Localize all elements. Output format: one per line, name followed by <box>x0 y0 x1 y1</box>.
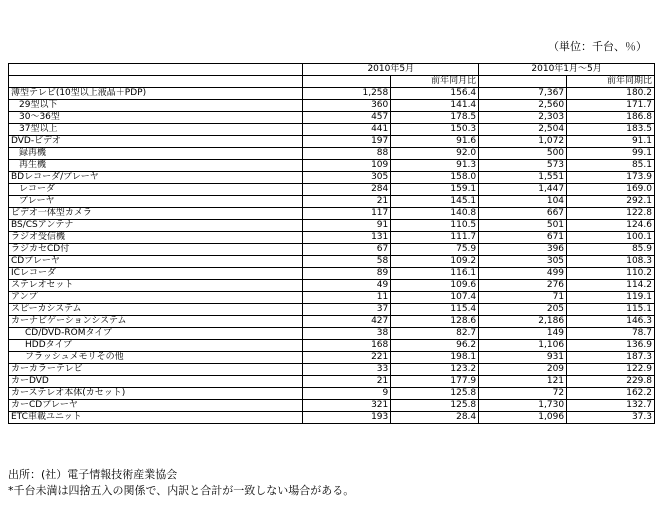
period-yoy: 119.1 <box>567 292 655 304</box>
row-label: カーナビゲーションシステム <box>9 316 303 328</box>
table-row <box>9 292 655 304</box>
month-units: 58 <box>303 256 391 268</box>
table-row <box>9 244 655 256</box>
month-yoy: 178.5 <box>391 112 479 124</box>
row-label: フラッシュメモリその他 <box>9 352 303 364</box>
month-units: 360 <box>303 100 391 112</box>
header-row-2 <box>9 76 655 88</box>
table-row <box>9 388 655 400</box>
period-units: 1,551 <box>479 172 567 184</box>
period-units: 671 <box>479 232 567 244</box>
month-yoy: 28.4 <box>391 412 479 424</box>
table-row <box>9 196 655 208</box>
row-label: CDプレーヤ <box>9 256 303 268</box>
unit-note: （単位：千台、％） <box>548 40 647 53</box>
month-yoy: 125.8 <box>391 388 479 400</box>
period-units: 1,730 <box>479 400 567 412</box>
table-row <box>9 160 655 172</box>
month-yoy: 91.3 <box>391 160 479 172</box>
row-label: ビデオ一体型カメラ <box>9 208 303 220</box>
table-row <box>9 112 655 124</box>
month-yoy: 116.1 <box>391 268 479 280</box>
footnote: *千台未満は四捨五入の関係で、内訳と合計が一致しない場合がある。 <box>8 484 355 497</box>
month-yoy: 109.6 <box>391 280 479 292</box>
row-label: ETC車載ユニット <box>9 412 303 424</box>
row-label: 37型以上 <box>9 124 303 136</box>
month-yoy: 123.2 <box>391 364 479 376</box>
period-yoy: 108.3 <box>567 256 655 268</box>
row-label: カーCDプレーヤ <box>9 400 303 412</box>
row-label: カーステレオ本体(カセット) <box>9 388 303 400</box>
month-yoy: 141.4 <box>391 100 479 112</box>
month-units: 457 <box>303 112 391 124</box>
month-units: 305 <box>303 172 391 184</box>
month-units: 91 <box>303 220 391 232</box>
month-units: 1,258 <box>303 88 391 100</box>
table-row <box>9 124 655 136</box>
table-row <box>9 220 655 232</box>
row-label: HDDタイプ <box>9 340 303 352</box>
period-yoy: 183.5 <box>567 124 655 136</box>
period-yoy: 122.9 <box>567 364 655 376</box>
row-label: 録再機 <box>9 148 303 160</box>
period-yoy: 114.2 <box>567 280 655 292</box>
period-yoy: 162.2 <box>567 388 655 400</box>
period-yoy: 292.1 <box>567 196 655 208</box>
period-yoy: 171.7 <box>567 100 655 112</box>
header-blank-cell <box>479 76 567 88</box>
month-units: 9 <box>303 388 391 400</box>
table-row <box>9 268 655 280</box>
period-units: 500 <box>479 148 567 160</box>
row-label: CD/DVD-ROMタイプ <box>9 328 303 340</box>
month-units: 197 <box>303 136 391 148</box>
month-units: 33 <box>303 364 391 376</box>
row-label: 29型以下 <box>9 100 303 112</box>
month-yoy: 96.2 <box>391 340 479 352</box>
period-units: 205 <box>479 304 567 316</box>
period-yoy: 110.2 <box>567 268 655 280</box>
period-units: 573 <box>479 160 567 172</box>
period-yoy: 115.1 <box>567 304 655 316</box>
month-units: 131 <box>303 232 391 244</box>
month-units: 89 <box>303 268 391 280</box>
row-label: 30～36型 <box>9 112 303 124</box>
period-units: 305 <box>479 256 567 268</box>
period-yoy: 146.3 <box>567 316 655 328</box>
row-label: アンプ <box>9 292 303 304</box>
month-units: 321 <box>303 400 391 412</box>
period-yoy: 173.9 <box>567 172 655 184</box>
row-label: カーカラーテレビ <box>9 364 303 376</box>
period-yoy: 186.8 <box>567 112 655 124</box>
table-row <box>9 316 655 328</box>
table-row <box>9 172 655 184</box>
month-yoy: 128.6 <box>391 316 479 328</box>
notes <box>8 467 354 499</box>
table-row <box>9 304 655 316</box>
table-row <box>9 208 655 220</box>
month-units: 284 <box>303 184 391 196</box>
month-units: 21 <box>303 196 391 208</box>
month-units: 193 <box>303 412 391 424</box>
header-yoy-period: 前年同期比 <box>567 76 655 88</box>
period-yoy: 85.1 <box>567 160 655 172</box>
period-units: 121 <box>479 376 567 388</box>
period-units: 72 <box>479 388 567 400</box>
period-units: 149 <box>479 328 567 340</box>
month-yoy: 107.4 <box>391 292 479 304</box>
period-yoy: 229.8 <box>567 376 655 388</box>
row-label: 再生機 <box>9 160 303 172</box>
month-yoy: 145.1 <box>391 196 479 208</box>
period-units: 2,303 <box>479 112 567 124</box>
period-yoy: 91.1 <box>567 136 655 148</box>
row-label: 薄型テレビ(10型以上液晶＋PDP) <box>9 88 303 100</box>
period-units: 104 <box>479 196 567 208</box>
period-units: 931 <box>479 352 567 364</box>
table-row <box>9 340 655 352</box>
table-row <box>9 280 655 292</box>
row-label: ラジカセCD付 <box>9 244 303 256</box>
month-yoy: 125.8 <box>391 400 479 412</box>
month-yoy: 75.9 <box>391 244 479 256</box>
month-yoy: 198.1 <box>391 352 479 364</box>
month-yoy: 109.2 <box>391 256 479 268</box>
table-row <box>9 364 655 376</box>
table-row <box>9 256 655 268</box>
table-row <box>9 184 655 196</box>
row-label: DVD-ビデオ <box>9 136 303 148</box>
period-units: 71 <box>479 292 567 304</box>
table-row <box>9 400 655 412</box>
month-yoy: 115.4 <box>391 304 479 316</box>
month-units: 441 <box>303 124 391 136</box>
table-row <box>9 100 655 112</box>
period-yoy: 85.9 <box>567 244 655 256</box>
shipment-table <box>8 63 655 424</box>
month-units: 38 <box>303 328 391 340</box>
header-blank-cell <box>303 76 391 88</box>
period-yoy: 100.1 <box>567 232 655 244</box>
source-note: 出所：(社）電子情報技術産業協会 <box>8 468 178 481</box>
table-row <box>9 136 655 148</box>
period-yoy: 124.6 <box>567 220 655 232</box>
month-yoy: 92.0 <box>391 148 479 160</box>
month-yoy: 150.3 <box>391 124 479 136</box>
month-units: 67 <box>303 244 391 256</box>
period-yoy: 37.3 <box>567 412 655 424</box>
row-label: カーDVD <box>9 376 303 388</box>
header-label-cell <box>9 64 303 76</box>
header-group-period: 2010年1月～5月 <box>479 64 655 76</box>
month-units: 11 <box>303 292 391 304</box>
month-units: 221 <box>303 352 391 364</box>
month-yoy: 91.6 <box>391 136 479 148</box>
row-label: ICレコーダ <box>9 268 303 280</box>
row-label: レコーダ <box>9 184 303 196</box>
month-yoy: 156.4 <box>391 88 479 100</box>
period-yoy: 122.8 <box>567 208 655 220</box>
period-units: 2,504 <box>479 124 567 136</box>
table-row <box>9 352 655 364</box>
period-yoy: 132.7 <box>567 400 655 412</box>
month-yoy: 111.7 <box>391 232 479 244</box>
period-units: 667 <box>479 208 567 220</box>
month-units: 168 <box>303 340 391 352</box>
header-row-1 <box>9 64 655 76</box>
month-yoy: 82.7 <box>391 328 479 340</box>
period-units: 1,096 <box>479 412 567 424</box>
row-label: プレーヤ <box>9 196 303 208</box>
period-units: 501 <box>479 220 567 232</box>
month-units: 88 <box>303 148 391 160</box>
period-units: 1,447 <box>479 184 567 196</box>
period-units: 276 <box>479 280 567 292</box>
period-units: 396 <box>479 244 567 256</box>
table-row <box>9 376 655 388</box>
period-yoy: 78.7 <box>567 328 655 340</box>
row-label: ラジオ受信機 <box>9 232 303 244</box>
period-units: 209 <box>479 364 567 376</box>
month-yoy: 158.0 <box>391 172 479 184</box>
month-yoy: 110.5 <box>391 220 479 232</box>
month-units: 109 <box>303 160 391 172</box>
period-yoy: 136.9 <box>567 340 655 352</box>
header-label-cell <box>9 76 303 88</box>
period-units: 2,186 <box>479 316 567 328</box>
period-units: 2,560 <box>479 100 567 112</box>
table-row <box>9 88 655 100</box>
month-units: 37 <box>303 304 391 316</box>
month-yoy: 140.8 <box>391 208 479 220</box>
month-yoy: 159.1 <box>391 184 479 196</box>
period-units: 1,106 <box>479 340 567 352</box>
month-units: 49 <box>303 280 391 292</box>
period-units: 499 <box>479 268 567 280</box>
row-label: スピーカシステム <box>9 304 303 316</box>
period-units: 1,072 <box>479 136 567 148</box>
table-row <box>9 232 655 244</box>
month-yoy: 177.9 <box>391 376 479 388</box>
month-units: 117 <box>303 208 391 220</box>
period-yoy: 99.1 <box>567 148 655 160</box>
table-row <box>9 412 655 424</box>
row-label: BDレコーダ/プレーヤ <box>9 172 303 184</box>
table-row <box>9 148 655 160</box>
header-yoy-month: 前年同月比 <box>391 76 479 88</box>
month-units: 21 <box>303 376 391 388</box>
period-units: 7,367 <box>479 88 567 100</box>
period-yoy: 187.3 <box>567 352 655 364</box>
period-yoy: 180.2 <box>567 88 655 100</box>
period-yoy: 169.0 <box>567 184 655 196</box>
header-group-month: 2010年5月 <box>303 64 479 76</box>
row-label: ステレオセット <box>9 280 303 292</box>
row-label: BS/CSアンテナ <box>9 220 303 232</box>
month-units: 427 <box>303 316 391 328</box>
table-row <box>9 328 655 340</box>
